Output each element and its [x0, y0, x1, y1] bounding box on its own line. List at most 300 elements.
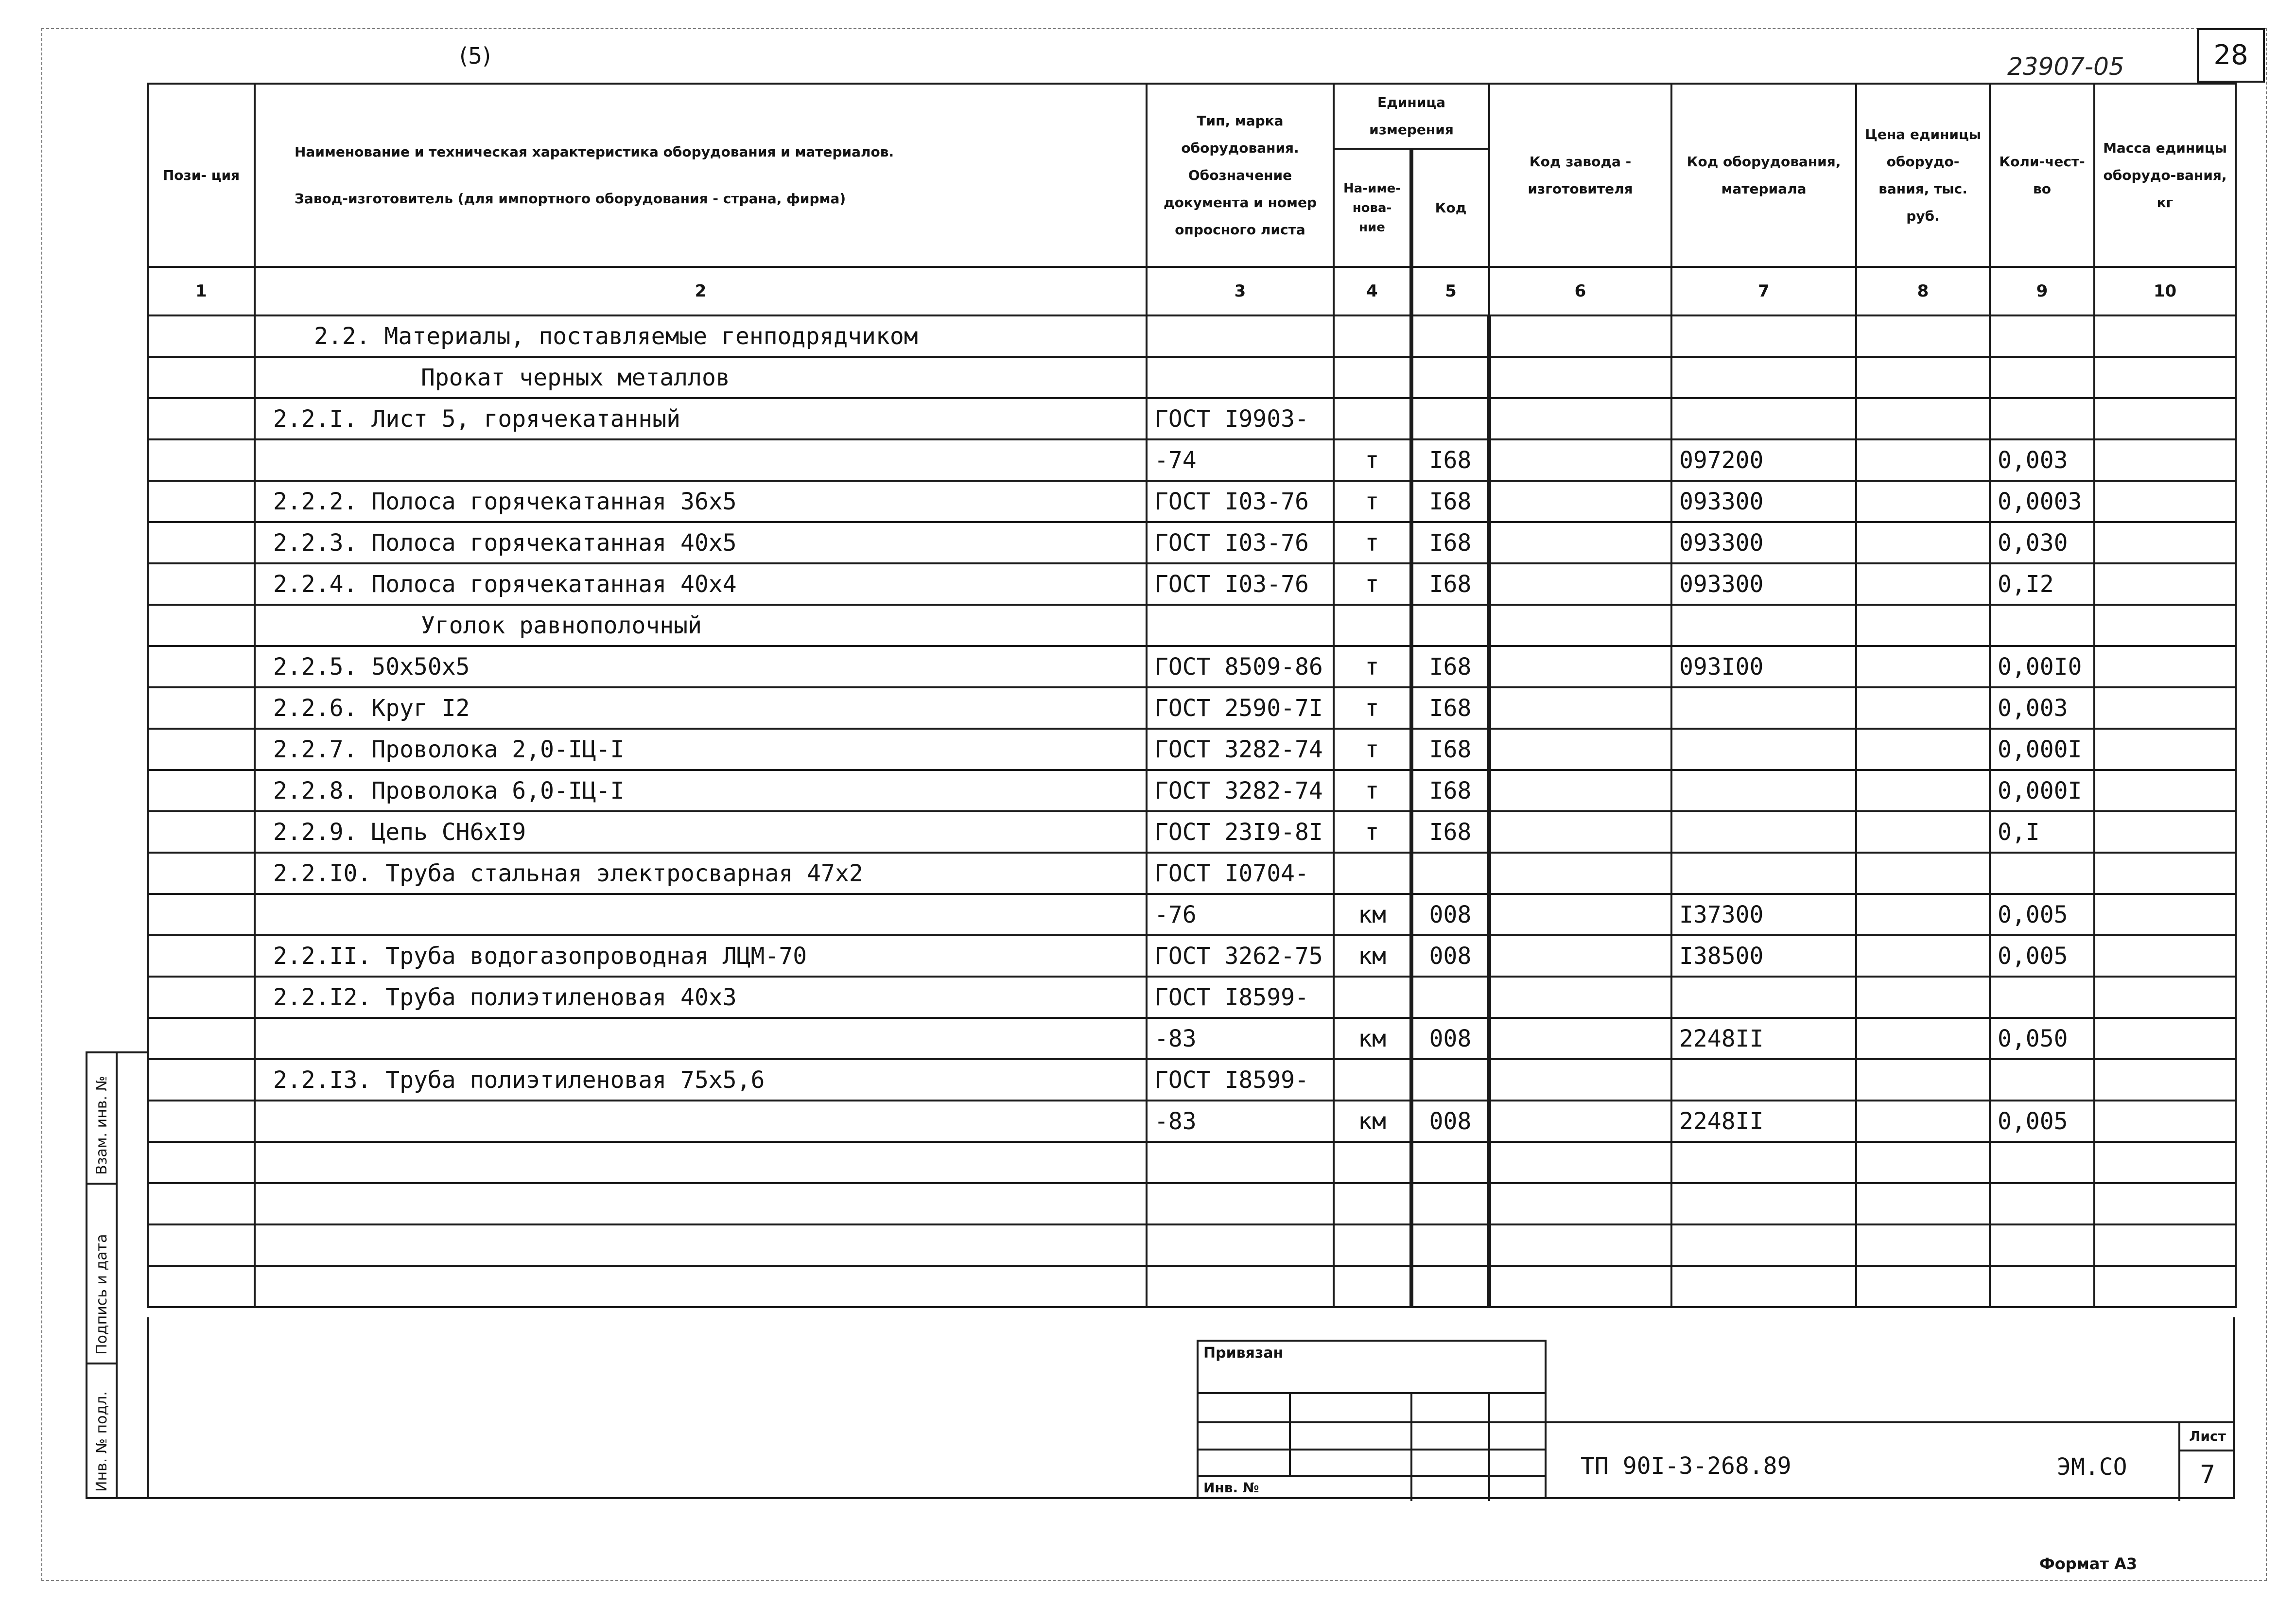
cell-price	[1856, 729, 1990, 770]
cell-mass	[2094, 1059, 2236, 1101]
doc-code-handwritten: 23907-05	[2007, 52, 2124, 81]
cell-unit: т	[1334, 522, 1411, 563]
col-header-2: Наименование и техническая характеристика оборудования и материалов. Завод-изготовитель (для импортного оборудования - страна, фирма)	[255, 84, 1147, 267]
cell-name: 2.2.4. Полоса горячекатанная 40х4	[255, 563, 1147, 605]
table-row	[148, 1224, 2236, 1266]
cell-mcode: 093300	[1671, 522, 1856, 563]
side-label-replace-inv: Взам. инв. №	[93, 1076, 110, 1175]
cell-unit: т	[1334, 481, 1411, 522]
table-row	[148, 398, 2236, 439]
cell-name: Уголок равнополочный	[255, 605, 1147, 646]
cell-position	[148, 977, 255, 1018]
cell-plant	[1489, 1183, 1671, 1224]
cell-name	[255, 1101, 1147, 1142]
cell-mcode	[1671, 811, 1856, 853]
col-num-6: 6	[1489, 267, 1671, 315]
col-header-1: Пози- ция	[148, 84, 255, 267]
cell-ucode: 008	[1411, 1101, 1489, 1142]
cell-qty	[1990, 1183, 2094, 1224]
cell-mcode	[1671, 853, 1856, 894]
table-row	[148, 315, 2236, 357]
table-row	[148, 1266, 2236, 1307]
cell-mcode: 093I00	[1671, 646, 1856, 687]
cell-mcode: 093300	[1671, 481, 1856, 522]
table-row	[148, 1183, 2236, 1224]
table-row	[148, 1142, 2236, 1183]
cell-mcode: I37300	[1671, 894, 1856, 935]
cell-position	[148, 1059, 255, 1101]
cell-mass	[2094, 563, 2236, 605]
cell-ucode	[1411, 1059, 1489, 1101]
doc-mark: ЭМ.СО	[2057, 1453, 2127, 1481]
cell-qty: 0,I2	[1990, 563, 2094, 605]
cell-type: ГОСТ I9903-	[1147, 398, 1334, 439]
cell-plant	[1489, 357, 1671, 398]
cell-qty: 0,003	[1990, 439, 2094, 481]
cell-name	[255, 1142, 1147, 1183]
cell-ucode: I68	[1411, 811, 1489, 853]
cell-plant	[1489, 522, 1671, 563]
cell-mcode	[1671, 729, 1856, 770]
cell-position	[148, 894, 255, 935]
side-cell-replace-inv	[87, 1053, 118, 1185]
cell-position	[148, 811, 255, 853]
cell-mcode	[1671, 1142, 1856, 1183]
col-num-5: 5	[1411, 267, 1489, 315]
side-cell-orig-inv	[87, 1364, 118, 1499]
col-header-3: Тип, марка оборудования. Обозначение документа и номер опросного листа	[1147, 84, 1334, 267]
cell-position	[148, 687, 255, 729]
cell-mass	[2094, 1142, 2236, 1183]
cell-mass	[2094, 605, 2236, 646]
cell-ucode: I68	[1411, 439, 1489, 481]
cell-plant	[1489, 811, 1671, 853]
cell-mass	[2094, 729, 2236, 770]
cell-position	[148, 935, 255, 977]
cell-name: 2.2.9. Цепь СН6хI9	[255, 811, 1147, 853]
cell-unit: км	[1334, 894, 1411, 935]
cell-name: 2.2.II. Труба водогазопроводная ЛЦМ-70	[255, 935, 1147, 977]
cell-mass	[2094, 894, 2236, 935]
cell-qty: 0,003	[1990, 687, 2094, 729]
table-row	[148, 357, 2236, 398]
cell-price	[1856, 1224, 1990, 1266]
col-header-7: Код оборудования, материала	[1671, 84, 1856, 267]
col-header-5: Код	[1411, 149, 1489, 267]
cell-plant	[1489, 1266, 1671, 1307]
cell-ucode	[1411, 357, 1489, 398]
table-row	[148, 1059, 2236, 1101]
cell-price	[1856, 563, 1990, 605]
cell-name: 2.2.I. Лист 5, горячекатанный	[255, 398, 1147, 439]
cell-price	[1856, 1018, 1990, 1059]
cell-name	[255, 894, 1147, 935]
cell-ucode: I68	[1411, 522, 1489, 563]
cell-type: ГОСТ 2590-7I	[1147, 687, 1334, 729]
cell-mcode	[1671, 1224, 1856, 1266]
cell-mass	[2094, 398, 2236, 439]
cell-mass	[2094, 770, 2236, 811]
cell-mass	[2094, 481, 2236, 522]
cell-mass	[2094, 357, 2236, 398]
table-row	[148, 729, 2236, 770]
cell-mass	[2094, 853, 2236, 894]
cell-mass	[2094, 1266, 2236, 1307]
cell-position	[148, 1266, 255, 1307]
cell-price	[1856, 522, 1990, 563]
cell-mass	[2094, 1018, 2236, 1059]
cell-plant	[1489, 1101, 1671, 1142]
cell-price	[1856, 1142, 1990, 1183]
cell-position	[148, 481, 255, 522]
cell-plant	[1489, 1224, 1671, 1266]
cell-plant	[1489, 935, 1671, 977]
cell-unit: т	[1334, 646, 1411, 687]
cell-price	[1856, 1059, 1990, 1101]
cell-plant	[1489, 481, 1671, 522]
cell-qty	[1990, 1266, 2094, 1307]
cell-unit: т	[1334, 729, 1411, 770]
cell-ucode	[1411, 853, 1489, 894]
cell-unit: км	[1334, 1018, 1411, 1059]
cell-price	[1856, 315, 1990, 357]
cell-ucode: I68	[1411, 646, 1489, 687]
cell-price	[1856, 770, 1990, 811]
cell-ucode: 008	[1411, 894, 1489, 935]
cell-ucode	[1411, 1142, 1489, 1183]
cell-plant	[1489, 1018, 1671, 1059]
cell-type: ГОСТ I03-76	[1147, 522, 1334, 563]
cell-mcode	[1671, 398, 1856, 439]
sheet-total: 28	[2213, 39, 2248, 71]
cell-mass	[2094, 1183, 2236, 1224]
cell-plant	[1489, 398, 1671, 439]
cell-plant	[1489, 563, 1671, 605]
format-label: Формат А3	[2039, 1555, 2138, 1573]
cell-plant	[1489, 729, 1671, 770]
cell-qty: 0,005	[1990, 1101, 2094, 1142]
cell-name	[255, 1018, 1147, 1059]
side-label-orig-inv: Инв. № подл.	[93, 1391, 110, 1492]
cell-unit: т	[1334, 811, 1411, 853]
cell-qty	[1990, 1142, 2094, 1183]
attached-stamp-grid	[1199, 1392, 1545, 1501]
cell-name	[255, 439, 1147, 481]
cell-unit: т	[1334, 770, 1411, 811]
cell-price	[1856, 357, 1990, 398]
cell-unit: т	[1334, 687, 1411, 729]
cell-ucode	[1411, 977, 1489, 1018]
cell-type	[1147, 1183, 1334, 1224]
col-num-7: 7	[1671, 267, 1856, 315]
cell-position	[148, 1183, 255, 1224]
cell-type: ГОСТ I8599-	[1147, 1059, 1334, 1101]
cell-mcode: I38500	[1671, 935, 1856, 977]
col-num-8: 8	[1856, 267, 1990, 315]
cell-ucode: 008	[1411, 935, 1489, 977]
cell-type	[1147, 1142, 1334, 1183]
cell-price	[1856, 605, 1990, 646]
cell-mcode	[1671, 977, 1856, 1018]
cell-plant	[1489, 894, 1671, 935]
cell-mcode: 2248II	[1671, 1018, 1856, 1059]
cell-position	[148, 729, 255, 770]
cell-unit	[1334, 1183, 1411, 1224]
cell-mcode	[1671, 687, 1856, 729]
cell-name: 2.2.5. 50х50х5	[255, 646, 1147, 687]
cell-plant	[1489, 977, 1671, 1018]
cell-price	[1856, 439, 1990, 481]
cell-qty	[1990, 853, 2094, 894]
cell-unit	[1334, 605, 1411, 646]
cell-qty	[1990, 398, 2094, 439]
cell-qty: 0,005	[1990, 894, 2094, 935]
cell-mcode	[1671, 1266, 1856, 1307]
cell-name: Прокат черных металлов	[255, 357, 1147, 398]
cell-type: ГОСТ I03-76	[1147, 563, 1334, 605]
cell-name: 2.2.7. Проволока 2,0-IЦ-I	[255, 729, 1147, 770]
cell-type: -83	[1147, 1018, 1334, 1059]
cell-type: ГОСТ 3282-74	[1147, 770, 1334, 811]
cell-price	[1856, 1266, 1990, 1307]
sheet-total-box	[2197, 28, 2265, 83]
cell-type	[1147, 605, 1334, 646]
table-row	[148, 853, 2236, 894]
cell-name: 2.2.8. Проволока 6,0-IЦ-I	[255, 770, 1147, 811]
cell-mcode: 2248II	[1671, 1101, 1856, 1142]
cell-ucode: I68	[1411, 770, 1489, 811]
attached-stamp	[1197, 1340, 1547, 1499]
cell-type: -74	[1147, 439, 1334, 481]
doc-number: ТП 90I-3-268.89	[1581, 1452, 1792, 1480]
cell-price	[1856, 853, 1990, 894]
cell-mass	[2094, 522, 2236, 563]
cell-qty: 0,030	[1990, 522, 2094, 563]
cell-plant	[1489, 853, 1671, 894]
cell-position	[148, 1224, 255, 1266]
cell-mcode: 093300	[1671, 563, 1856, 605]
cell-qty: 0,00I0	[1990, 646, 2094, 687]
col-num-2: 2	[255, 267, 1147, 315]
cell-ucode	[1411, 398, 1489, 439]
cell-price	[1856, 1101, 1990, 1142]
col-header-6: Код завода - изготовителя	[1489, 84, 1671, 267]
cell-qty	[1990, 315, 2094, 357]
col-num-1: 1	[148, 267, 255, 315]
cell-qty: 0,000I	[1990, 770, 2094, 811]
side-binding-strip	[86, 1051, 147, 1499]
cell-type: ГОСТ 8509-86	[1147, 646, 1334, 687]
table-row	[148, 563, 2236, 605]
table-row	[148, 646, 2236, 687]
col-header-10: Масса единицы оборудо-вания, кг	[2094, 84, 2236, 267]
cell-unit	[1334, 853, 1411, 894]
cell-unit: км	[1334, 1101, 1411, 1142]
table-row	[148, 522, 2236, 563]
column-numbers-row	[148, 267, 2236, 315]
col-header-8: Цена единицы оборудо-вания, тыс. руб.	[1856, 84, 1990, 267]
cell-plant	[1489, 605, 1671, 646]
table-row	[148, 1018, 2236, 1059]
cell-ucode	[1411, 315, 1489, 357]
cell-position	[148, 315, 255, 357]
cell-position	[148, 646, 255, 687]
cell-mass	[2094, 1224, 2236, 1266]
cell-position	[148, 563, 255, 605]
cell-price	[1856, 894, 1990, 935]
cell-ucode	[1411, 605, 1489, 646]
table-row	[148, 1101, 2236, 1142]
cell-plant	[1489, 646, 1671, 687]
sheet-number-box	[2178, 1423, 2235, 1501]
cell-position	[148, 853, 255, 894]
cell-mcode	[1671, 1059, 1856, 1101]
cell-unit: т	[1334, 563, 1411, 605]
inv-label: Инв. №	[1203, 1480, 1259, 1496]
cell-qty: 0,0003	[1990, 481, 2094, 522]
col-header-9: Коли-чест-во	[1990, 84, 2094, 267]
cell-plant	[1489, 770, 1671, 811]
cell-mcode	[1671, 1183, 1856, 1224]
cell-name: 2.2. Материалы, поставляемые генподрядчиком	[255, 315, 1147, 357]
cell-price	[1856, 398, 1990, 439]
cell-position	[148, 1142, 255, 1183]
cell-name: 2.2.2. Полоса горячекатанная 36х5	[255, 481, 1147, 522]
cell-mcode	[1671, 357, 1856, 398]
col-num-9: 9	[1990, 267, 2094, 315]
cell-mass	[2094, 646, 2236, 687]
cell-mass	[2094, 687, 2236, 729]
cell-type	[1147, 1224, 1334, 1266]
cell-name: 2.2.6. Круг I2	[255, 687, 1147, 729]
cell-name: 2.2.I3. Труба полиэтиленовая 75х5,6	[255, 1059, 1147, 1101]
cell-type	[1147, 315, 1334, 357]
cell-type: ГОСТ 3262-75	[1147, 935, 1334, 977]
col-num-10: 10	[2094, 267, 2236, 315]
cell-ucode: 008	[1411, 1018, 1489, 1059]
cell-type: -83	[1147, 1101, 1334, 1142]
side-label-sign-date: Подпись и дата	[93, 1234, 110, 1355]
cell-type	[1147, 357, 1334, 398]
cell-position	[148, 1101, 255, 1142]
cell-qty: 0,I	[1990, 811, 2094, 853]
cell-ucode: I68	[1411, 687, 1489, 729]
attached-label: Привязан	[1203, 1345, 1284, 1362]
table-row	[148, 894, 2236, 935]
cell-position	[148, 770, 255, 811]
cell-name: 2.2.I2. Труба полиэтиленовая 40х3	[255, 977, 1147, 1018]
cell-mass	[2094, 315, 2236, 357]
table-row	[148, 770, 2236, 811]
cell-name	[255, 1266, 1147, 1307]
cell-qty: 0,000I	[1990, 729, 2094, 770]
table-row	[148, 605, 2236, 646]
table-row	[148, 481, 2236, 522]
cell-mass	[2094, 1101, 2236, 1142]
table-row	[148, 687, 2236, 729]
cell-mcode	[1671, 770, 1856, 811]
cell-mass	[2094, 935, 2236, 977]
sheet-label: Лист	[2180, 1423, 2235, 1451]
cell-unit	[1334, 357, 1411, 398]
cell-position	[148, 605, 255, 646]
table-row	[148, 935, 2236, 977]
header-row	[148, 84, 2236, 149]
table-row	[148, 439, 2236, 481]
cell-qty	[1990, 1059, 2094, 1101]
cell-price	[1856, 687, 1990, 729]
cell-ucode: I68	[1411, 563, 1489, 605]
cell-name	[255, 1224, 1147, 1266]
cell-position	[148, 439, 255, 481]
cell-type: ГОСТ 23I9-8I	[1147, 811, 1334, 853]
cell-unit: км	[1334, 935, 1411, 977]
cell-price	[1856, 646, 1990, 687]
cell-type	[1147, 1266, 1334, 1307]
cell-position	[148, 1018, 255, 1059]
title-block	[1547, 1421, 2235, 1501]
cell-plant	[1489, 1142, 1671, 1183]
unit-group-header: Единица измерения	[1334, 84, 1489, 149]
cell-unit	[1334, 1142, 1411, 1183]
cell-unit	[1334, 1224, 1411, 1266]
cell-qty: 0,050	[1990, 1018, 2094, 1059]
col-num-3: 3	[1147, 267, 1334, 315]
cell-name	[255, 1183, 1147, 1224]
cell-mass	[2094, 977, 2236, 1018]
cell-unit	[1334, 977, 1411, 1018]
cell-price	[1856, 481, 1990, 522]
cell-ucode	[1411, 1183, 1489, 1224]
cell-name: 2.2.I0. Труба стальная электросварная 47х2	[255, 853, 1147, 894]
cell-price	[1856, 977, 1990, 1018]
cell-position	[148, 522, 255, 563]
cell-ucode: I68	[1411, 729, 1489, 770]
cell-qty	[1990, 605, 2094, 646]
spec-table-body	[148, 315, 2236, 1307]
cell-mass	[2094, 439, 2236, 481]
cell-plant	[1489, 439, 1671, 481]
cell-price	[1856, 935, 1990, 977]
spec-table	[147, 83, 2237, 1308]
cell-plant	[1489, 687, 1671, 729]
cell-type: ГОСТ 3282-74	[1147, 729, 1334, 770]
cell-mcode: 097200	[1671, 439, 1856, 481]
cell-plant	[1489, 1059, 1671, 1101]
cell-name: 2.2.3. Полоса горячекатанная 40х5	[255, 522, 1147, 563]
cell-qty	[1990, 357, 2094, 398]
cell-mcode	[1671, 605, 1856, 646]
table-row	[148, 811, 2236, 853]
cell-type: ГОСТ I03-76	[1147, 481, 1334, 522]
cell-mcode	[1671, 315, 1856, 357]
cell-ucode	[1411, 1266, 1489, 1307]
cell-qty	[1990, 977, 2094, 1018]
cell-unit	[1334, 398, 1411, 439]
table-row	[148, 977, 2236, 1018]
cell-type: ГОСТ I8599-	[1147, 977, 1334, 1018]
cell-type: -76	[1147, 894, 1334, 935]
cell-plant	[1489, 315, 1671, 357]
cell-position	[148, 357, 255, 398]
sheet-number: 7	[2200, 1460, 2215, 1489]
col-num-4: 4	[1334, 267, 1411, 315]
cell-unit	[1334, 1266, 1411, 1307]
cell-qty: 0,005	[1990, 935, 2094, 977]
cell-unit: т	[1334, 439, 1411, 481]
cell-ucode: I68	[1411, 481, 1489, 522]
side-cell-sign-date	[87, 1185, 118, 1364]
